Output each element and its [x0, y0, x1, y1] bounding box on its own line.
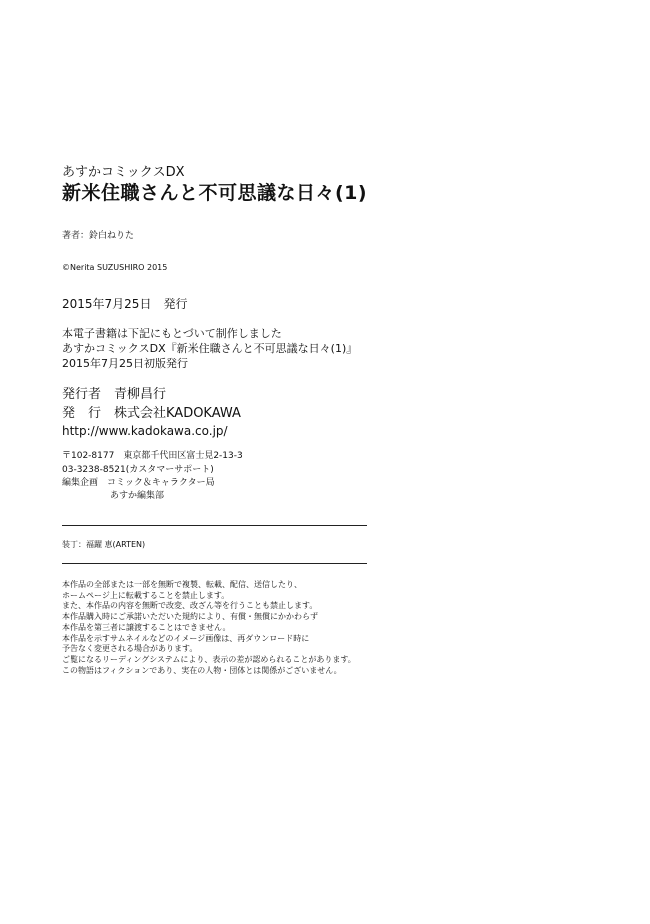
legal-notice-line: 本作品を第三者に譲渡することはできません。	[62, 622, 231, 632]
editorial-department: 編集企画 コミック＆キャラクター局	[62, 478, 215, 488]
legal-notice-line: 本作品の全部または一部を無断で複製、転載、配信、送信したり、	[62, 580, 302, 589]
legal-notice-line: ご覧になるリーディングシステムにより、表示の差が認められることがあります。	[62, 654, 356, 664]
legal-notice-line: 予告なく変更される場合があります。	[62, 644, 198, 654]
book-title: 新米住職さんと不可思議な日々(1)	[62, 182, 368, 204]
legal-notice-line: 本作品購入時にご承諾いただいた規約により、有償・無償にかかわらず	[62, 612, 318, 622]
publisher-url: http://www.kadokawa.co.jp/	[62, 424, 228, 438]
legal-notice-line: この物語はフィクションであり、実在の人物・団体とは関係がございません。	[62, 665, 342, 675]
copyright-notice: ©Nerita SUZUSHIRO 2015	[62, 263, 168, 272]
author-credit: 著者：鈴白ねりた	[62, 231, 135, 241]
legal-notice-line: ホームページ上に転載することを禁止します。	[62, 590, 230, 600]
publisher-company: 発 行 株式会社KADOKAWA	[62, 406, 241, 421]
legal-notice	[62, 580, 356, 676]
divider-line	[62, 525, 367, 526]
publisher-address: 〒102-8177 東京都千代田区富士見2-13-3	[62, 451, 243, 461]
design-credit: 装丁：福躍 恵(ARTEN)	[62, 540, 146, 549]
publish-date: 2015年7月25日 発行	[62, 297, 188, 311]
publisher-person: 発行者 青柳昌行	[62, 387, 167, 402]
divider-line	[62, 563, 367, 564]
edition-note-line: あすかコミックスDX『新米住職さんと不可思議な日々(1)』	[62, 342, 358, 355]
legal-notice-line: また、本作品の内容を無断で改変、改ざん等を行うことも禁止します。	[62, 601, 318, 611]
edition-note-line: 2015年7月25日初版発行	[62, 357, 188, 370]
publisher-phone: 03-3238-8521(カスタマーサポート)	[62, 465, 214, 475]
legal-notice-line: 本作品を示すサムネイルなどのイメージ画像は、再ダウンロード時に	[62, 633, 310, 643]
series-name: あすかコミックスDX	[62, 165, 185, 180]
editorial-section: あすか編集部	[110, 491, 165, 501]
edition-note-line: 本電子書籍は下記にもとづいて制作しました	[62, 327, 282, 340]
